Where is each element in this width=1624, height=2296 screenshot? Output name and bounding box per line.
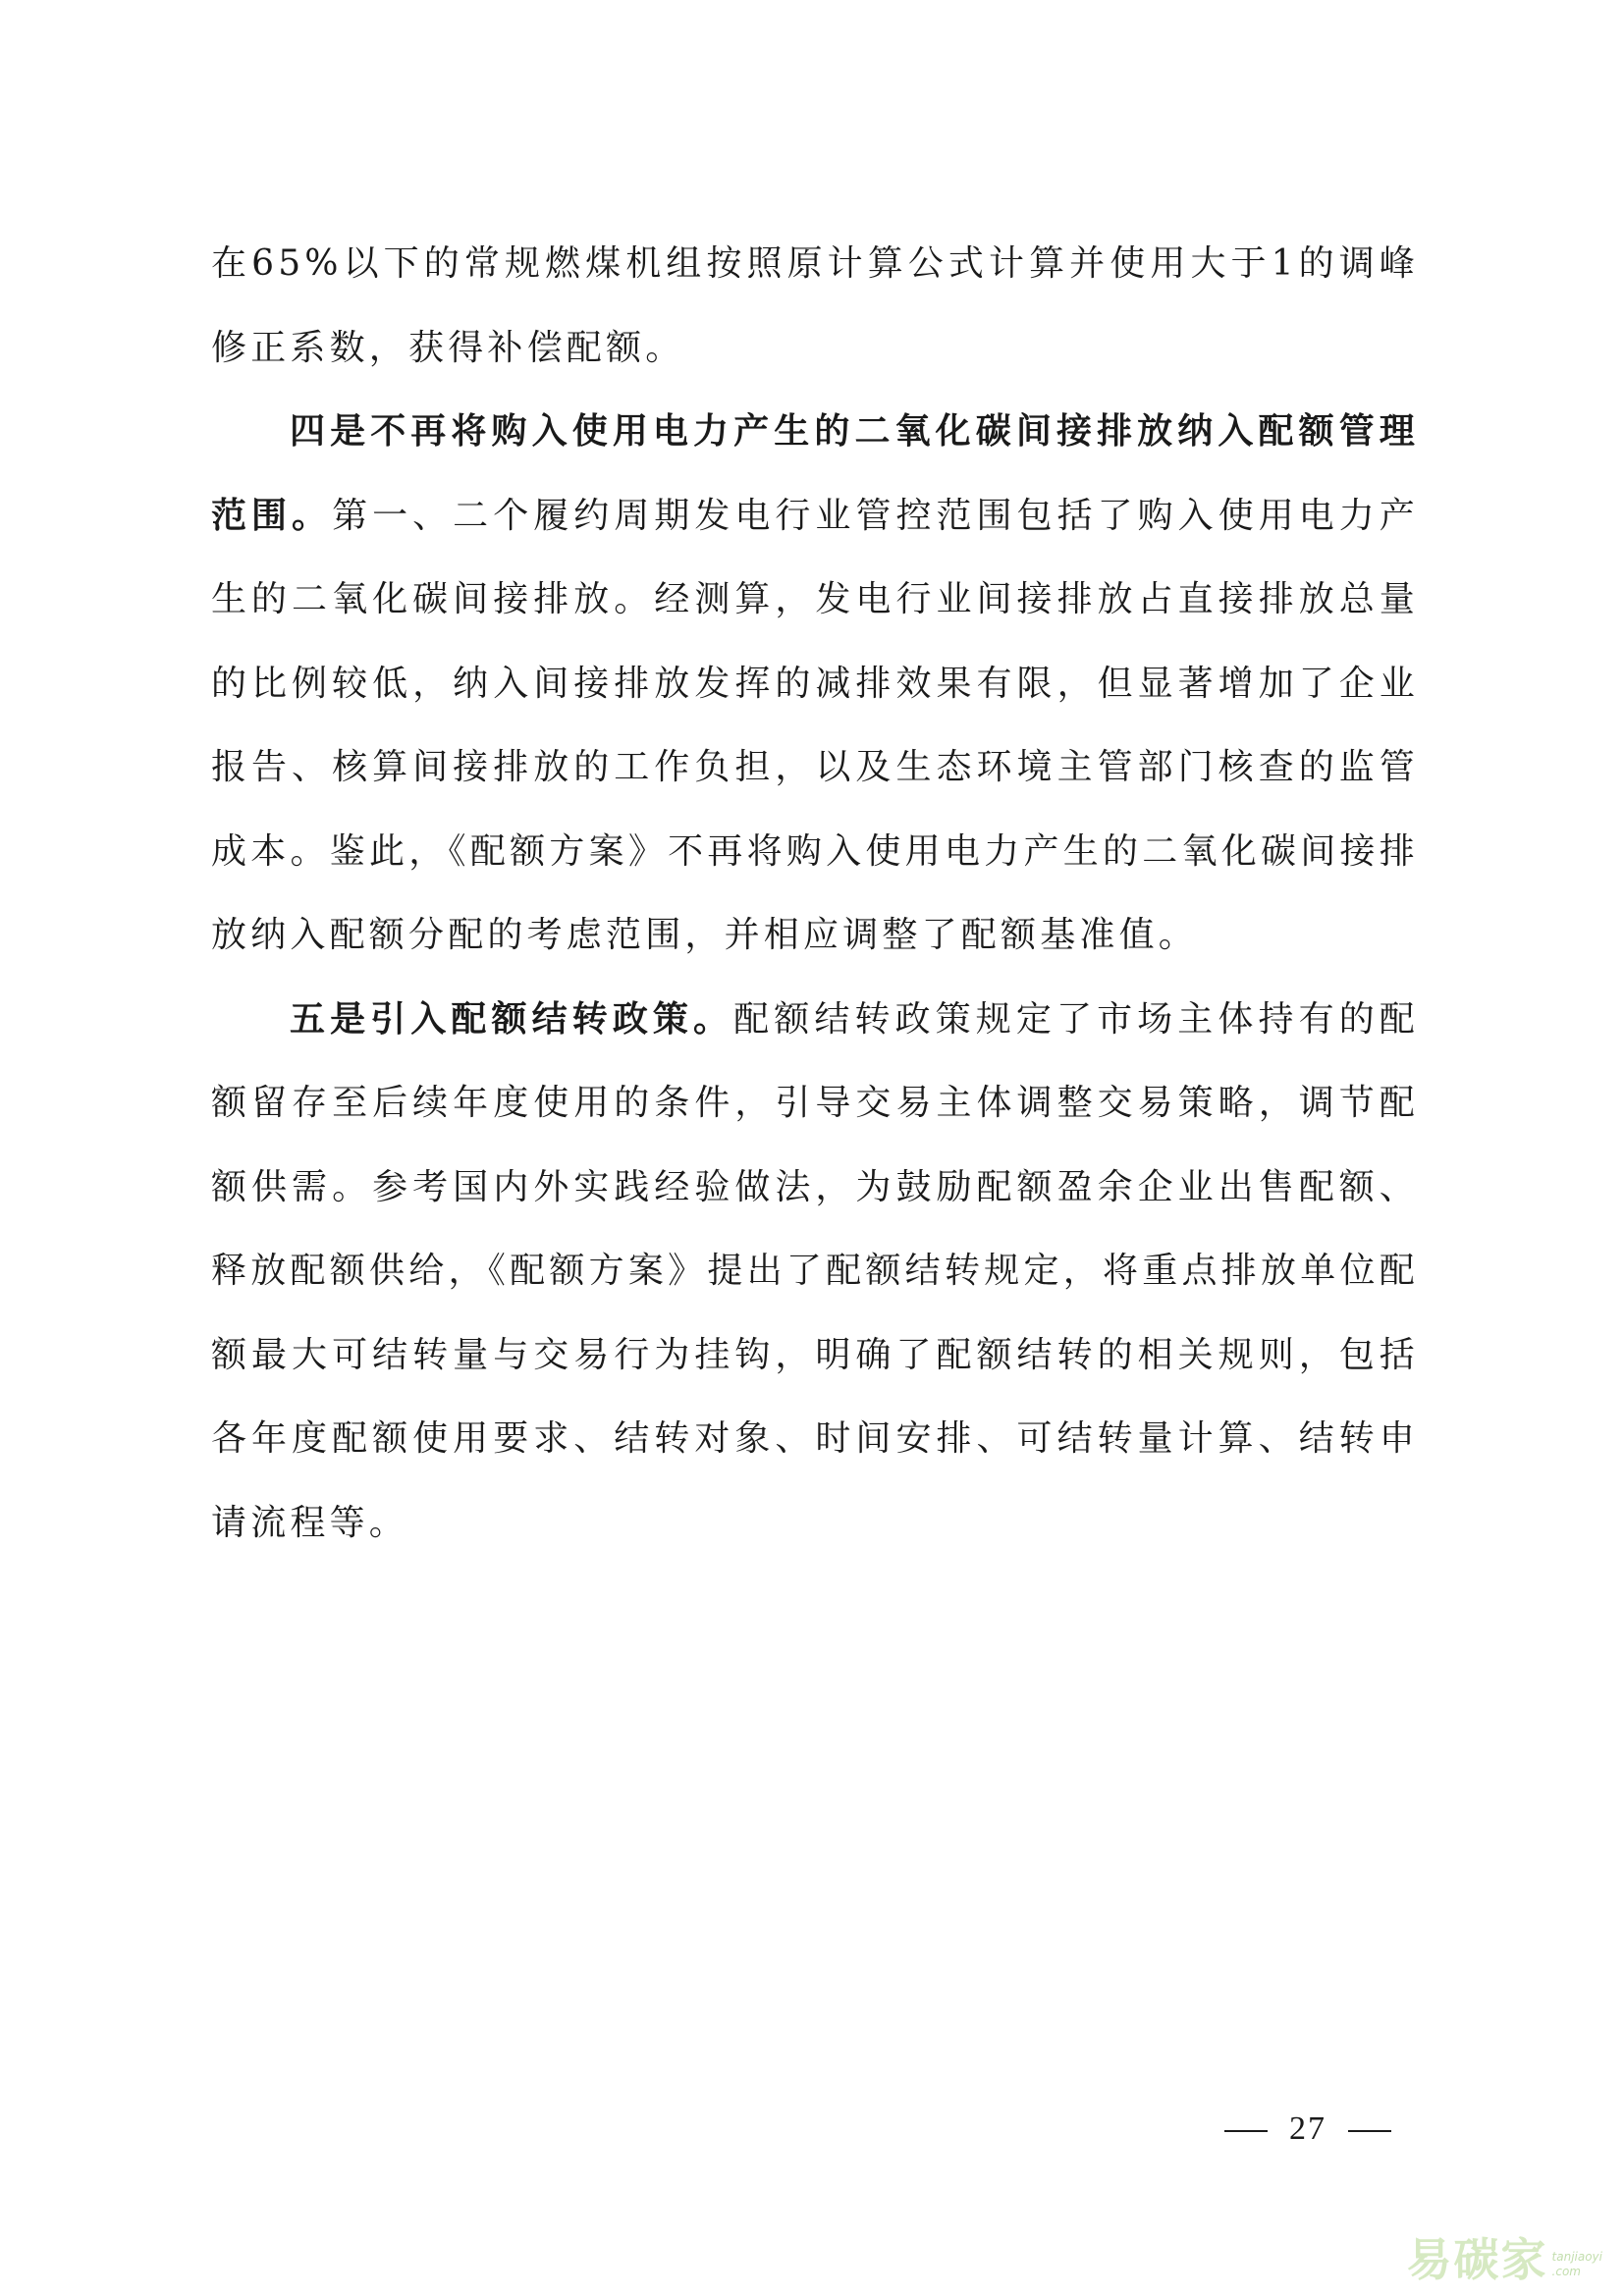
paragraph-heading: 四是不再将购入使用电力产生的二氧化碳间接排放纳入配额管理范围。 <box>211 410 1419 536</box>
page-number-value: 27 <box>1289 2110 1326 2147</box>
page-number <box>1203 2110 1413 2148</box>
watermark-domain <box>1552 2250 1602 2278</box>
watermark <box>1406 2233 1602 2286</box>
paragraph-heading: 五是引入配额结转政策。 <box>290 997 734 1040</box>
watermark-brand: 易碳家 <box>1406 2233 1548 2286</box>
watermark-domain-line1: tanjiaoyi <box>1551 2250 1602 2265</box>
dash-left <box>1224 2130 1268 2132</box>
watermark-domain-line2: .com <box>1551 2264 1581 2278</box>
paragraph-four <box>211 390 1419 978</box>
body-text <box>211 222 1419 1565</box>
paragraph-text: 第一、二个履约周期发电行业管控范围包括了购入使用电力产生的二氧化碳间接排放。经测算，发电行业间接排放占直接排放总量的比例较低，纳入间接排放发挥的减排效果有限，但显著增加了企业报告、核算间接排放的工作负担，以及生态环境主管部门核查的监管成本。鉴此，《配额方案》不再将购入使用电力产生的二氧化碳间接排放纳入配额分配的考虑范围，并相应调整了配额基准值。 <box>211 495 1419 955</box>
watermark-logo <box>1406 2233 1548 2286</box>
paragraph-text: 在65%以下的常规燃煤机组按照原计算公式计算并使用大于1的调峰修正系数，获得补偿配额。 <box>211 243 1419 368</box>
paragraph-continuation <box>211 222 1419 390</box>
paragraph-five <box>211 978 1419 1566</box>
dash-right <box>1348 2130 1391 2132</box>
paragraph-text: 配额结转政策规定了市场主体持有的配额留存至后续年度使用的条件，引导交易主体调整交易策略，调节配额供需。参考国内外实践经验做法，为鼓励配额盈余企业出售配额、释放配额供给，《配额方案》提出了配额结转规定，将重点排放单位配额最大可结转量与交易行为挂钩，明确了配额结转的相关规则，包括各年度配额使用要求、结转对象、时间安排、可结转量计算、结转申请流程等。 <box>211 998 1419 1543</box>
